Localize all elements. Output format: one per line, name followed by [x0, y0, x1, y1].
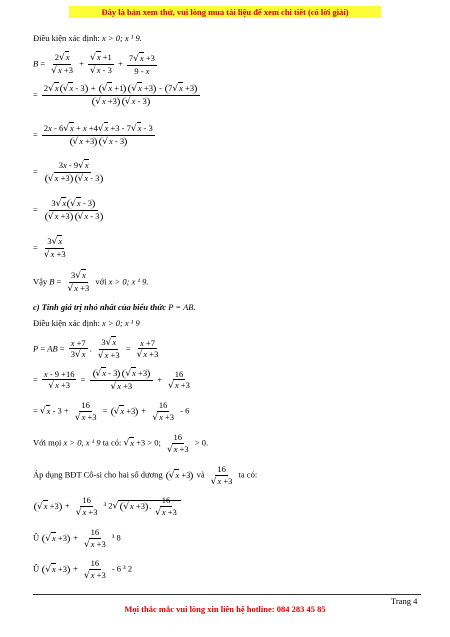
page-number: Trang 4 — [391, 596, 418, 606]
part-c-heading: c) Tính giá trị nhỏ nhất của biểu thức P = AB. — [33, 302, 196, 312]
equation-step-1: = $\frac{2√x √x - 3 + √x +1 √x +3 - 7√x +3}{√x +3 √x - 3}$ — [33, 84, 202, 107]
inequality-step-3: Û √x +3 + $\frac{16}{√x +3}$ - 6 ³ 2 — [33, 558, 133, 581]
equation-step-2: = $\frac{2x - 6√x + x +4√x +3 - 7√x - 3}{√x +3 √x - 3}$ — [33, 123, 153, 147]
footer-banner: Mọi thắc mắc vui lòng xin liên hệ hotline: 084 283 45 85 — [124, 604, 326, 614]
footer-rule — [33, 594, 421, 595]
equation-b-definition: B = $\frac{2√x}{√x +3}$ + $\frac{√x +1}{√x - 3}$ + $\frac{7√x +3}{9 - x}$ — [33, 52, 155, 76]
equation-step-4: = $\frac{3√x √x - 3}{√x +3 √x - 3}$ — [33, 199, 108, 222]
conclusion-b: Vậy B = $\frac{3√x}{√x +3}$ với x > 0; x ¹ 9. — [33, 270, 149, 294]
header-banner: Đây là bản xem thử, vui lòng mua tài liệu để xem chi tiết (có lời giải) — [69, 6, 381, 18]
condition-line-1 — [33, 34, 142, 43]
inequality-step-2: Û √x +3 + $\frac{16}{√x +3}$ ³ 8 — [33, 527, 121, 550]
inequality-step-1: √x +3 + $\frac{16}{√x +3}$ ³ 2√ √x +3 . $\frac{16}{√x +3}$ — [33, 496, 181, 518]
equation-step-5: = $\frac{3√x}{√x +3}$ — [33, 236, 66, 260]
equation-p-step-1: = $\frac{x - 9 +16}{√x +3}$ = $\frac{√x - 3 √x +3}{√x +3}$ + $\frac{16}{√x +3}$ — [33, 368, 190, 392]
for-all-line: Với mọi x > 0, x ¹ 9 ta có: √x +3 > 0; $\frac{16}{√x +3}$ > 0. — [33, 432, 209, 455]
equation-p-definition: P = AB = $\frac{x +7}{3√x}$ . $\frac{3√x}{√x +3}$ = $\frac{x +7}{√x +3}$ — [33, 337, 159, 361]
condition-label: Điều kiện xác định: — [33, 33, 100, 43]
condition-math: x > 0; x ¹ 9. — [101, 33, 142, 43]
am-gm-line: Áp dụng BĐT Cô-si cho hai số dương √x +3 và $\frac{16}{√x +3}$ ta có: — [33, 464, 258, 487]
equation-p-step-2: = √x - 3 + $\frac{16}{√x +3}$ = √x +3 + $\frac{16}{√x +3}$ - 6 — [33, 400, 190, 423]
equation-step-3: = $\frac{3x - 9√x}{√x +3 √x - 3}$ — [33, 161, 108, 184]
condition-line-2: Điều kiện xác định: x > 0; x ¹ 9 — [33, 318, 140, 328]
